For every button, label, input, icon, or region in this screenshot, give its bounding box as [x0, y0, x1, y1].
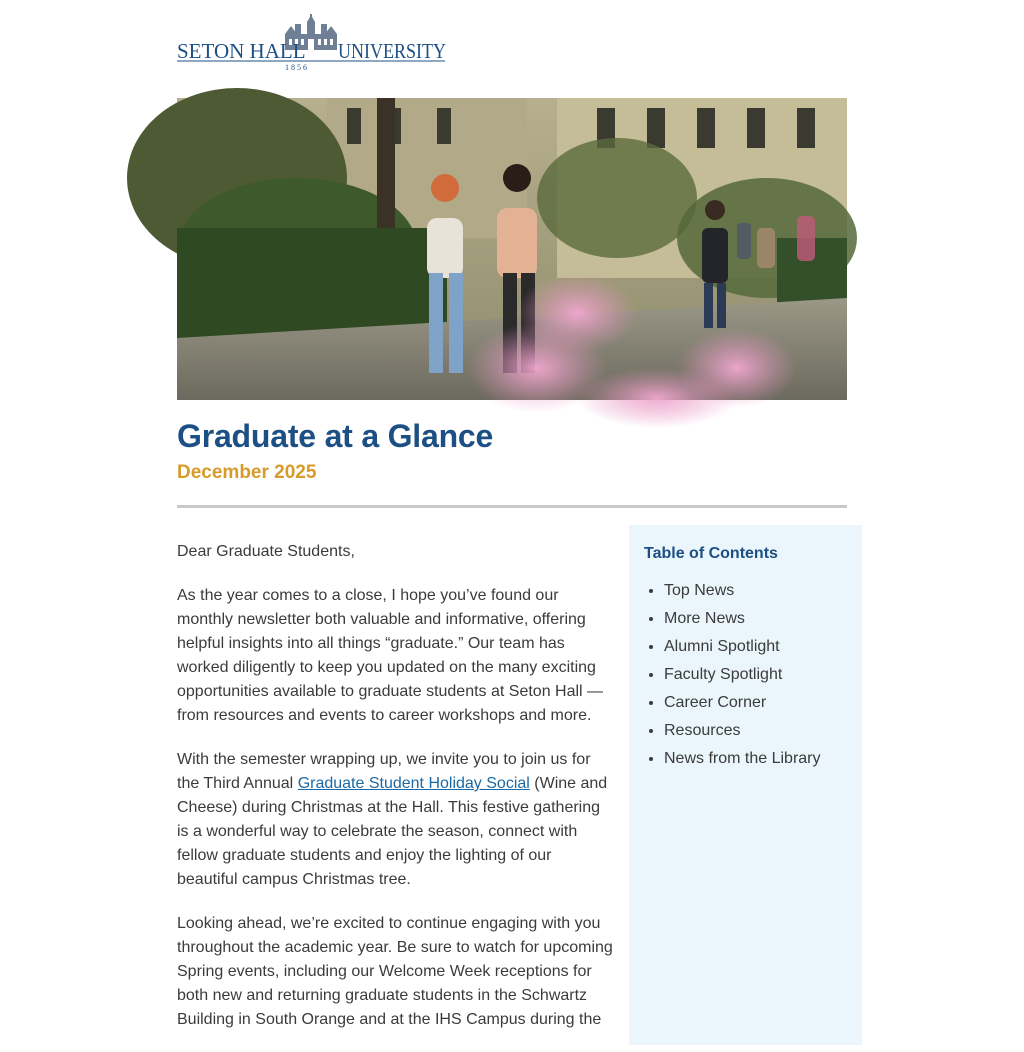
paragraph-intro: As the year comes to a close, I hope you’ve found our monthly newsletter both valuable and informative, offering helpful insights into all things “graduate.” Our team has worked diligently to keep you updated on the many exciting opportunities available to graduate students at Seton Hall — from resources and events to career workshops and more. [177, 587, 604, 724]
paragraph-holiday-text-2: (Wine and Cheese) during Christmas at the Hall. This festive gathering is a wonderful way to celebrate the season, connect with fellow graduate students and enjoy the lighting of our beautiful campus Christmas tree. [177, 775, 608, 888]
paragraph-looking-ahead: Looking ahead, we’re excited to continue engaging with you throughout the academic year. Be sure to watch for upcoming Spring events, including our Welcome Week receptions for both new and returning graduate students in the Schwartz Building in South Orange and at the IHS Campus during the [177, 915, 613, 1028]
newsletter-date: December 2025 [177, 462, 317, 483]
toc-item-top-news[interactable]: • Top News [664, 577, 847, 605]
table-of-contents [629, 525, 862, 1045]
logo-right-text: UNIVERSITY [338, 39, 446, 63]
toc-item-more-news[interactable]: • More News [664, 605, 847, 633]
toc-item-career-corner[interactable]: • Career Corner [664, 689, 847, 717]
letter-body [177, 540, 615, 1052]
logo-left-text: SETON HALL [177, 39, 306, 63]
seton-hall-logo[interactable] [177, 14, 447, 72]
toc-list [644, 577, 847, 773]
holiday-social-link[interactable]: Graduate Student Holiday Social [297, 775, 530, 792]
logo-year: 1 8 5 6 [285, 63, 307, 72]
paragraph-holiday-text-1: With the semester wrapping up, we invite you to join us for the Third Annual [177, 751, 591, 792]
toc-title: Table of Contents [644, 545, 778, 562]
toc-item-alumni-spotlight[interactable]: • Alumni Spotlight [664, 633, 847, 661]
greeting: Dear Graduate Students, [177, 543, 355, 560]
toc-item-news-from-library[interactable]: • News from the Library [664, 745, 847, 773]
hero-image [177, 98, 847, 400]
toc-item-faculty-spotlight[interactable]: • Faculty Spotlight [664, 661, 847, 689]
toc-item-resources[interactable]: • Resources [664, 717, 847, 745]
paragraph-holiday-social [177, 748, 615, 892]
header-divider [177, 505, 847, 508]
newsletter-title: Graduate at a Glance [177, 418, 494, 454]
